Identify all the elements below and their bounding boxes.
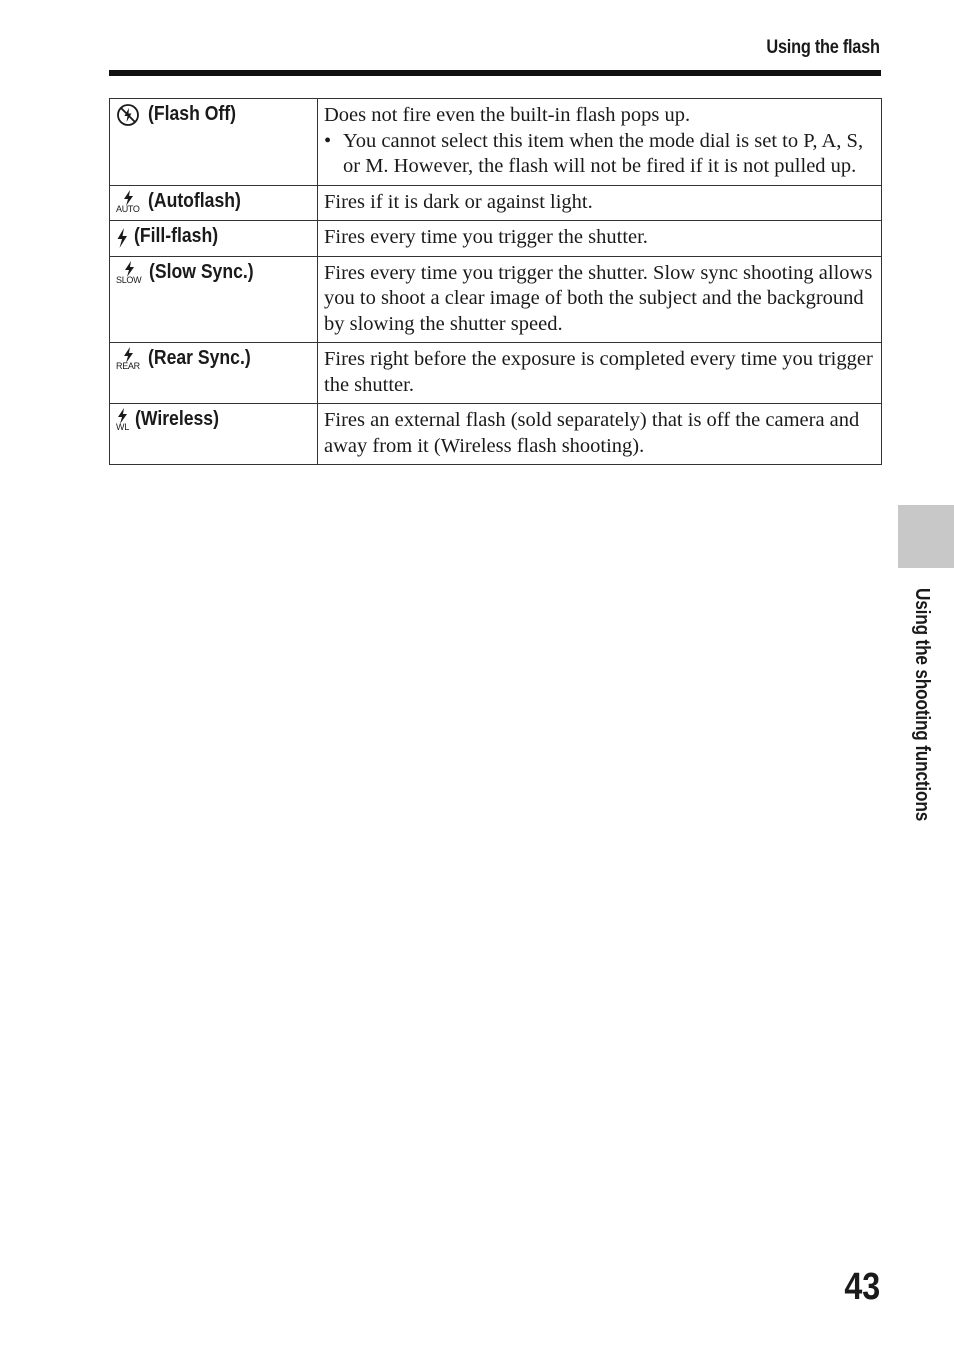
wireless-flash-icon — [116, 408, 129, 432]
mode-name: (Slow Sync.) — [149, 260, 254, 283]
fill-flash-icon — [116, 228, 128, 248]
icon-subscript: REAR — [116, 361, 140, 371]
icon-subscript: AUTO — [116, 203, 140, 214]
mode-name: (Fill-flash) — [134, 225, 219, 247]
mode-cell — [110, 343, 318, 404]
description-text: Fires every time you trigger the shutter. — [324, 226, 648, 248]
page-number: 43 — [844, 1266, 880, 1308]
description-text: Fires an external flash (sold separately) that is off the camera and away from it (Wireless flash shooting). — [324, 409, 860, 457]
icon-subscript: WL — [116, 422, 129, 432]
bullet-mark: • — [324, 129, 332, 152]
section-side-label-text: Using the shooting functions — [911, 588, 933, 822]
mode-name: (Flash Off) — [148, 103, 236, 125]
slow-sync-icon — [116, 261, 141, 285]
description-text: Does not fire even the built-in flash pops up. — [324, 104, 691, 126]
header-rule — [109, 70, 881, 76]
description-text: Fires every time you trigger the shutter. Slow sync shooting allows you to shoot a clear image of both the subject and the background by slowing the shutter speed. — [324, 261, 873, 335]
mode-cell — [110, 99, 318, 186]
description-cell — [318, 343, 882, 404]
mode-name: (Autoflash) — [147, 189, 241, 212]
rear-sync-icon — [116, 347, 140, 371]
section-side-label — [907, 588, 937, 878]
running-header: Using the flash — [766, 37, 880, 58]
mode-cell — [110, 221, 318, 257]
description-cell — [318, 185, 882, 221]
bullet-text: You cannot select this item when the mode dial is set to P, A, S, or M. However, the flash will not be fired if it is not pulled up. — [343, 129, 864, 177]
description-cell — [318, 256, 882, 343]
description-cell — [318, 221, 882, 257]
autoflash-icon — [116, 190, 140, 214]
description-cell — [318, 99, 882, 186]
table-row — [110, 256, 882, 343]
description-text: Fires if it is dark or against light. — [324, 190, 593, 213]
flash-mode-table — [109, 98, 882, 465]
table-row — [110, 185, 882, 221]
description-text: Fires right before the exposure is completed every time you trigger the shutter. — [324, 348, 873, 396]
flash-off-icon — [116, 103, 140, 127]
table-row — [110, 99, 882, 186]
table-row — [110, 404, 882, 465]
mode-name: (Wireless) — [134, 408, 219, 430]
table-row — [110, 343, 882, 404]
bullet-item — [324, 129, 875, 180]
mode-cell — [110, 256, 318, 343]
mode-name: (Rear Sync.) — [147, 347, 251, 369]
icon-subscript: SLOW — [116, 274, 142, 285]
section-tab-marker — [898, 505, 954, 568]
description-cell — [318, 404, 882, 465]
mode-cell — [110, 185, 318, 221]
mode-cell — [110, 404, 318, 465]
table-row — [110, 221, 882, 257]
